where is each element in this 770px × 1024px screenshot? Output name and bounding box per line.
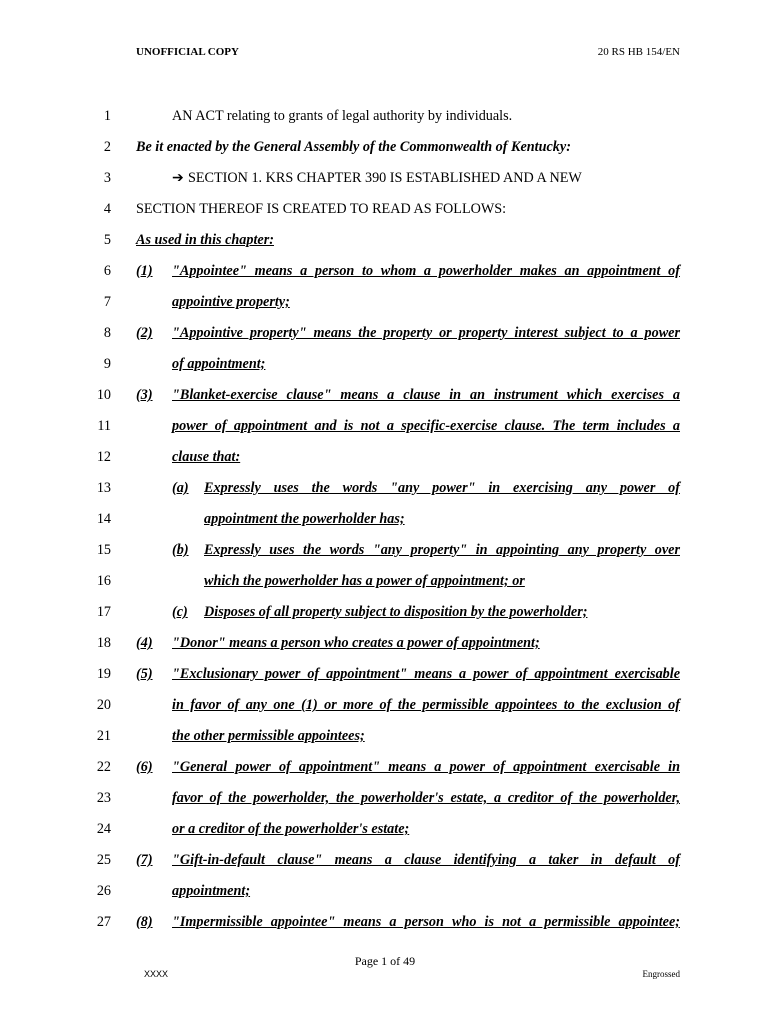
line-number: 2 [103, 139, 111, 155]
subsection-label: (1) [136, 263, 153, 279]
line-number: 8 [103, 325, 111, 341]
definition-text: the other permissible appointees; [172, 728, 365, 744]
document-line [0, 232, 770, 263]
section-heading: SECTION 1. KRS CHAPTER 390 IS ESTABLISHED AND A NEW [188, 170, 582, 186]
document-line [0, 666, 770, 697]
document-line [0, 449, 770, 480]
document-line [0, 511, 770, 542]
line-number: 18 [96, 635, 111, 651]
paragraph-label: (b) [172, 542, 189, 558]
subsection-label: (2) [136, 325, 153, 341]
document-line [0, 201, 770, 232]
line-number: 19 [96, 666, 111, 682]
definition-text: "Blanket-exercise clause" means a clause in an instrument which exercises a [172, 387, 680, 403]
definition-text: "Gift-in-default clause" means a clause identifying a taker in default of [172, 852, 680, 868]
line-number: 12 [96, 449, 111, 465]
definition-text: or a creditor of the powerholder's estate; [172, 821, 410, 837]
document-line [0, 883, 770, 914]
definition-text: appointment the powerholder has; [204, 511, 405, 527]
definition-text: appointment; [172, 883, 251, 899]
paragraph-label: (a) [172, 480, 189, 496]
definition-text: "General power of appointment" means a power of appointment exercisable in [172, 759, 680, 775]
document-line [0, 387, 770, 418]
footer-code: XXXX [144, 969, 169, 979]
line-number: 23 [96, 790, 111, 806]
document-line [0, 728, 770, 759]
line-number: 1 [103, 108, 111, 124]
line-number: 25 [96, 852, 111, 868]
line-number: 7 [103, 294, 111, 310]
line-number: 11 [97, 418, 111, 434]
line-number: 14 [96, 511, 111, 527]
document-line [0, 325, 770, 356]
header-bill-id: 20 RS HB 154/EN [597, 46, 680, 58]
line-number: 4 [103, 201, 111, 217]
definitions-intro: As used in this chapter: [136, 232, 274, 248]
definition-text: favor of the powerholder, the powerholder's estate, a creditor of the powerholder, [172, 790, 680, 806]
line-number: 9 [103, 356, 111, 372]
line-number: 3 [103, 170, 111, 186]
line-number: 13 [96, 480, 111, 496]
definition-text: which the powerholder has a power of appointment; or [204, 573, 525, 589]
line-number: 17 [96, 604, 111, 620]
header-unofficial-copy: UNOFFICIAL COPY [136, 46, 239, 58]
line-number: 26 [96, 883, 111, 899]
document-line [0, 170, 770, 201]
enacting-clause: Be it enacted by the General Assembly of the Commonwealth of Kentucky: [136, 139, 571, 155]
subsection-label: (4) [136, 635, 153, 651]
line-number: 22 [96, 759, 111, 775]
act-title: AN ACT relating to grants of legal authority by individuals. [172, 108, 513, 124]
definition-text: "Exclusionary power of appointment" means a power of appointment exercisable [172, 666, 680, 682]
definition-text: "Appointee" means a person to whom a powerholder makes an appointment of [172, 263, 680, 279]
document-line [0, 418, 770, 449]
paragraph-label: (c) [172, 604, 188, 620]
definition-text: Expressly uses the words "any property" in appointing any property over [204, 542, 680, 558]
document-line [0, 790, 770, 821]
definition-text: "Appointive property" means the property or property interest subject to a power [172, 325, 680, 341]
subsection-label: (6) [136, 759, 153, 775]
document-line [0, 914, 770, 945]
line-number: 21 [96, 728, 111, 744]
definition-text: Expressly uses the words "any power" in exercising any power of [204, 480, 680, 496]
section-heading-cont: SECTION THEREOF IS CREATED TO READ AS FOLLOWS: [136, 201, 507, 217]
document-line [0, 356, 770, 387]
line-number: 16 [96, 573, 111, 589]
definition-text: appointive property; [172, 294, 290, 310]
document-line [0, 139, 770, 170]
definition-text: power of appointment and is not a specific-exercise clause. The term includes a [172, 418, 680, 434]
line-number: 20 [96, 697, 111, 713]
document-line [0, 108, 770, 139]
footer-status: Engrossed [642, 969, 680, 979]
line-number: 5 [103, 232, 111, 248]
line-number: 27 [96, 914, 111, 930]
document-line [0, 852, 770, 883]
document-line [0, 821, 770, 852]
document-line [0, 635, 770, 666]
subsection-label: (8) [136, 914, 153, 930]
line-number: 15 [96, 542, 111, 558]
subsection-label: (3) [136, 387, 153, 403]
line-number: 24 [96, 821, 111, 837]
page-number: Page 1 of 49 [354, 954, 416, 968]
document-line [0, 294, 770, 325]
document-line [0, 542, 770, 573]
definition-text: "Donor" means a person who creates a power of appointment; [172, 635, 540, 651]
document-line [0, 263, 770, 294]
document-line [0, 604, 770, 635]
arrow-icon: ➔ [172, 170, 184, 186]
definition-text: Disposes of all property subject to disposition by the powerholder; [204, 604, 588, 620]
definition-text: of appointment; [172, 356, 266, 372]
subsection-label: (7) [136, 852, 153, 868]
line-number: 6 [103, 263, 111, 279]
line-number: 10 [96, 387, 111, 403]
subsection-label: (5) [136, 666, 153, 682]
definition-text: in favor of any one (1) or more of the permissible appointees to the exclusion of [172, 697, 680, 713]
document-line [0, 573, 770, 604]
document-line [0, 697, 770, 728]
document-line [0, 759, 770, 790]
definition-text: "Impermissible appointee" means a person who is not a permissible appointee; [172, 914, 680, 930]
definition-text: clause that: [172, 449, 241, 465]
document-line [0, 480, 770, 511]
